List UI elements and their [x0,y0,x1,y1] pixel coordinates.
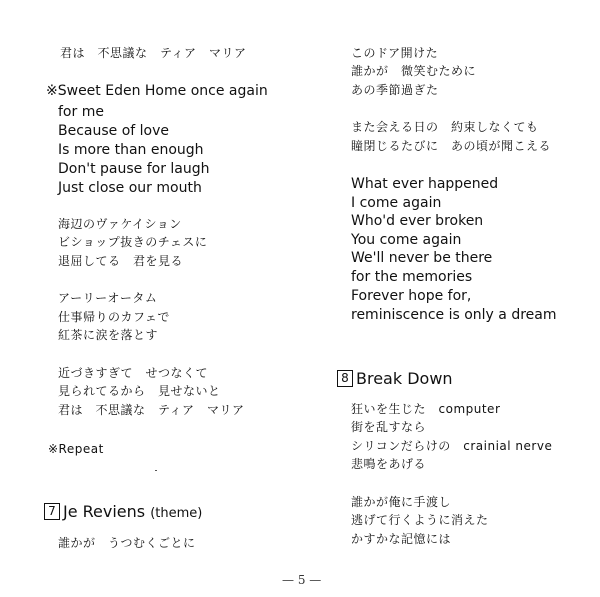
lyric-line: ビショップ抜きのチェスに [58,235,208,249]
lyric-line: reminiscence is only a dream [351,307,557,323]
lyric-line: for me [58,104,104,120]
lyric-line: ※Repeat [48,442,104,456]
lyric-line: アーリーオータム [58,291,158,305]
lyric-line: 瞳閉じるたびに あの頃が聞こえる [351,139,552,153]
lyric-line: You come again [351,232,462,248]
song-title: Break Down [356,369,453,388]
track-number: 8 [337,370,353,387]
lyric-line: シリコンだらけの crainial nerve [351,439,553,453]
lyric-line: 退屈してる 君を見る [58,254,184,268]
page-number: — 5 — [282,573,322,587]
lyric-line: 誰かが 微笑むために [351,64,477,78]
lyric-line: 誰かが うつむくごとに [58,536,196,550]
lyric-line: Is more than enough [58,142,204,158]
lyric-line: 君は 不思議な ティア マリア [60,46,247,60]
lyric-line: ※Sweet Eden Home once again [46,83,268,99]
scan-speck [155,470,157,471]
lyric-line: Don't pause for laugh [58,161,210,177]
lyric-line: あの季節過ぎた [351,83,439,97]
track-number: 7 [44,503,60,520]
lyric-line: 海辺のヴァケイション [58,217,182,231]
lyric-line: We'll never be there [351,250,493,266]
lyric-line: このドア開けた [351,46,439,60]
lyric-line: 紅茶に涙を落とす [58,328,159,342]
lyric-line: Because of love [58,123,170,139]
lyric-line: for the memories [351,269,473,285]
song-heading [337,371,453,388]
lyric-line: 仕事帰りのカフェで [58,310,170,324]
song-subtitle: (theme) [150,506,203,521]
lyric-line: 誰かが俺に手渡し [351,495,452,509]
lyric-line: 君は 不思議な ティア マリア [58,403,245,417]
lyric-line: 見られてるから 見せないと [58,384,221,398]
lyric-line: I come again [351,195,442,211]
lyric-line: Who'd ever broken [351,213,484,229]
lyric-line: Just close our mouth [58,180,202,196]
lyric-line: 悲鳴をあげる [351,457,427,471]
lyric-line: 近づきすぎて せつなくて [58,366,209,380]
song-title: Je Reviens [63,502,146,521]
lyric-line: 狂いを生じた computer [351,402,501,416]
lyric-line: かすかな記憶には [351,532,452,546]
lyric-line: 街を乱すなら [351,420,427,434]
lyric-line: What ever happened [351,176,499,192]
lyric-line: Forever hope for, [351,288,472,304]
lyric-line: 逃げて行くように消えた [351,513,489,527]
lyric-line: また会える日の 約束しなくても [351,120,539,134]
